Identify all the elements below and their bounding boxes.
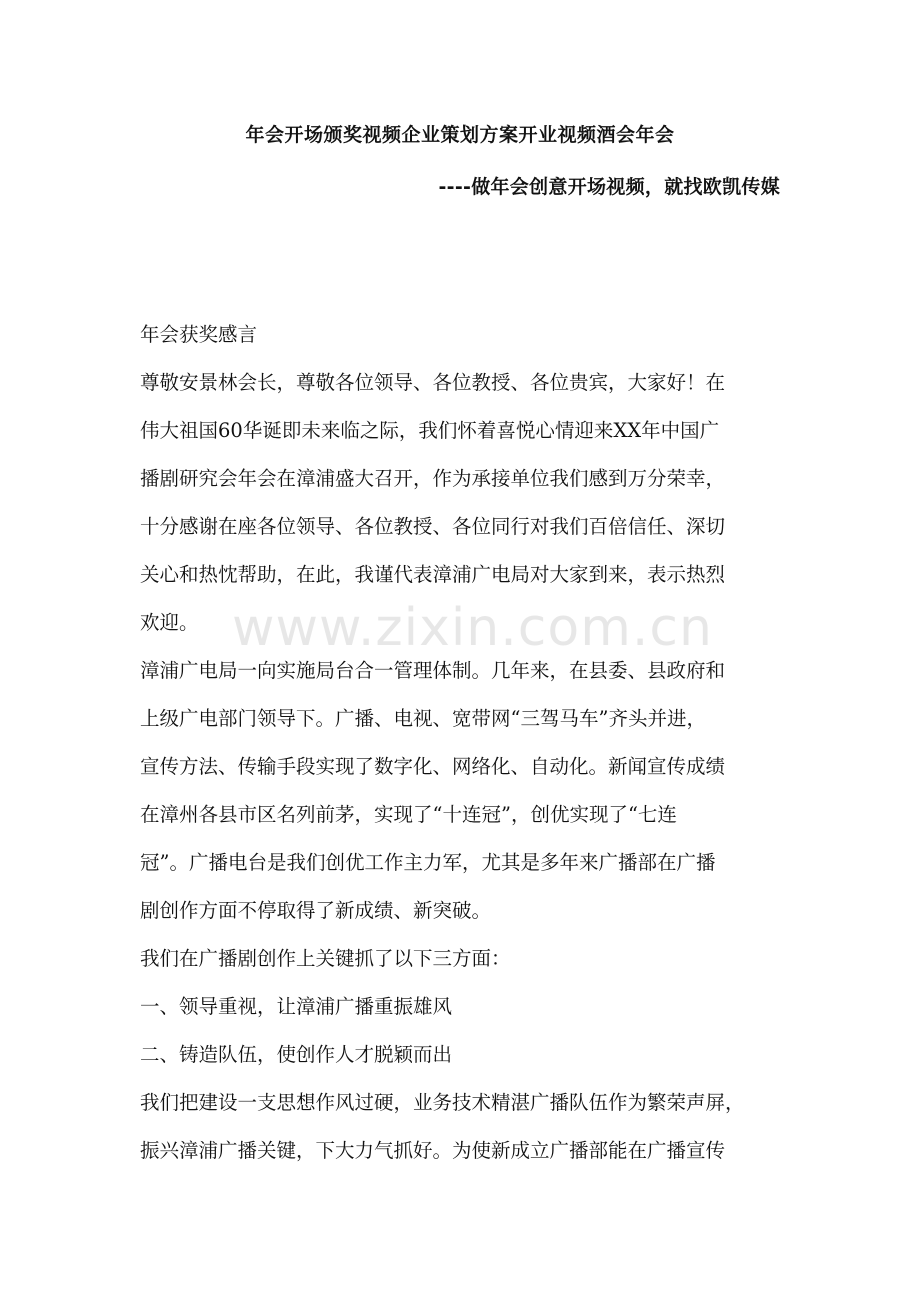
body-line: 二、铸造队伍，使创作人才脱颖而出	[140, 1043, 453, 1066]
document-subtitle: ----做年会创意开场视频，就找欧凯传媒	[438, 176, 780, 198]
body-line: 漳浦广电局一向实施局台合一管理体制。几年来，在县委、县政府和	[140, 659, 726, 682]
body-line: 冠”。广播电台是我们创优工作主力军，尤其是多年来广播部在广播	[140, 851, 716, 874]
body-line: 关心和热忱帮助，在此，我谨代表漳浦广电局对大家到来，表示热烈	[140, 563, 726, 586]
document-title: 年会开场颁奖视频企业策划方案开业视频酒会年会	[245, 124, 675, 146]
body-line: 伟大祖国60华诞即未来临之际，我们怀着喜悦心情迎来XX年中国广	[140, 419, 720, 442]
body-line: 播剧研究会年会在漳浦盛大召开，作为承接单位我们感到万分荣幸，	[140, 467, 726, 490]
body-line: 我们把建设一支思想作风过硬，业务技术精湛广播队伍作为繁荣声屏，	[140, 1091, 745, 1114]
body-line-heading: 年会获奖感言	[140, 323, 258, 346]
body-line: 我们在广播剧创作上关键抓了以下三方面：	[140, 947, 511, 970]
body-line: 剧创作方面不停取得了新成绩、新突破。	[140, 899, 492, 922]
body-line: 十分感谢在座各位领导、各位教授、各位同行对我们百倍信任、深切	[140, 515, 726, 538]
body-line: 欢迎。	[140, 611, 199, 634]
body-line: 在漳州各县市区名列前茅，实现了“十连冠”，创优实现了“七连	[140, 803, 677, 826]
watermark-text: www.zixin.com.cn	[232, 598, 713, 658]
document-body	[140, 311, 800, 1175]
body-line: 宣传方法、传输手段实现了数字化、网络化、自动化。新闻宣传成绩	[140, 755, 726, 778]
body-line: 上级广电部门领导下。广播、电视、宽带网“三驾马车”齐头并进，	[140, 707, 706, 730]
body-line: 一、领导重视，让漳浦广播重振雄风	[140, 995, 453, 1018]
body-line: 尊敬安景林会长，尊敬各位领导、各位教授、各位贵宾，大家好！在	[140, 371, 726, 394]
body-line: 振兴漳浦广播关键，下大力气抓好。为使新成立广播部能在广播宣传	[140, 1139, 726, 1162]
